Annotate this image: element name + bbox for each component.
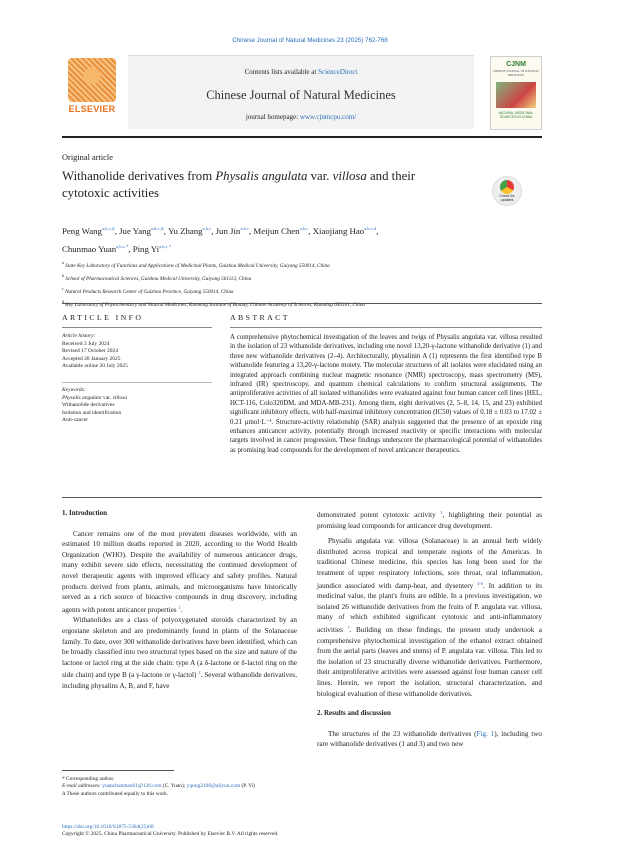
keywords: Keywords: Physalis angulata var. villosa Withanolide derivatives Isolation and identification Anti-cancer: [62, 387, 128, 424]
sciencedirect-link[interactable]: ScienceDirect: [318, 68, 358, 76]
paragraph: Physalis angulata var. villosa (Solanaceae) is an annual herb widely distributed across tropical and temperate regions of the Americas. In traditional Chinese medicine, this species has long been used for the treatment of upper respiratory infections, sore throat, oral inflammation, jaundice associated with damp-heat, and dysentery $^{4-6}$. In addition to its medicinal value, the plant's fruits are edible. In a previous investigation, we isolated 26 withanolide derivatives from the fruits of P. angulata var. villosa, many of which exhibited significant cytotoxic and anti-inflammatory activities $^7$. Building on these findings, the present study undertook a comprehensive phytochemical investigation of the ethanol extract obtained from the aerial parts (leaves and stems) of P. angulata var. villosa. This led to the isolation of 23 structurally diverse withanolide derivatives. Furthermore, their antiproliferative activities were assessed against four human cancer cell lines. Herein, we report the isolation, structural characterization, and biological evaluation of these withanolide derivatives.: [317, 537, 542, 698]
cover-image: [496, 82, 536, 108]
copyright: Copyright © 2025, China Pharmaceutical University. Published by Elsevier B.V. All rights reserved.: [62, 831, 279, 838]
journal-name: Chinese Journal of Natural Medicines: [206, 88, 396, 102]
running-head: [0, 37, 620, 44]
article-title: Withanolide derivatives from Physalis angulata var. villosa and their cytotoxic activities: [62, 169, 416, 200]
divider: [230, 327, 542, 328]
paragraph: Withanolides are a class of polyoxygenated steroids characterized by an ergostane skeleton and are predominantly found in plants of the Solanaceae family. To date, over 300 withanolide derivatives have been identified, which can be broadly classified into two structural types based on the size and nature of the lactone or lactol ring at the side chain: type A (a δ-lactone or δ-lactol ring on the side chain) and type B (a γ-lactone or γ-lactol) $^2$. Several withanolide derivatives, including physalins A, B, and F, have: [62, 616, 298, 690]
section-rule: [62, 303, 542, 304]
affiliation: $^b$ School of Pharmaceutical Sciences, Guizhou Medical University, Guiyang 561113, China: [62, 273, 252, 282]
citation-link[interactable]: 2: [198, 670, 201, 676]
paragraph: demonstrated potent cytotoxic activity $^3$, highlighting their potential as promising lead compounds for anticancer drug development.: [317, 510, 543, 530]
article-info-heading: ARTICLE INFO: [62, 313, 144, 322]
elsevier-tree-icon: [68, 58, 116, 102]
body-column-left: [62, 508, 297, 692]
page-footer: [62, 824, 362, 839]
citation-link[interactable]: 7: [347, 624, 350, 630]
citation-link[interactable]: 3: [440, 510, 443, 515]
author[interactable]: Chunmao Yuan$^{a,b,c,*}$: [62, 244, 129, 254]
check-updates-label: Check for updates: [499, 194, 515, 202]
author[interactable]: Jun Jin$^{a,b,c}$: [215, 226, 249, 236]
affiliation: $^d$ Key Laboratory of Phytochemistry and Natural Medicines, Kunming Institute of Botany, Chinese Academy of Sciences, Kunming 650201, China: [62, 299, 366, 308]
elsevier-wordmark: ELSEVIER: [68, 104, 116, 114]
affiliation: $^a$ State Key Laboratory of Functions and Applications of Medicinal Plants, Guizhou Medical University, Guiyang 550014, China: [62, 260, 330, 269]
cover-title: CJNM: [506, 61, 526, 68]
elsevier-logo: [62, 58, 122, 132]
paragraph: The structures of the 23 withanolide derivatives (Fig. 1), including two rare withanolide derivatives (1 and 3) and two new: [317, 729, 542, 749]
abstract-heading: ABSTRACT: [230, 313, 290, 322]
journal-cover: [490, 56, 542, 130]
header-rule: [62, 136, 542, 138]
citation-link[interactable]: 1: [178, 604, 181, 610]
footnotes: * Corresponding author. E-mail addresses: yuanchunmao01@126.com (C. Yuan); yiping2100@aliyun.com (P. Yi) Δ These authors contributed equally to this work.: [62, 776, 256, 797]
author[interactable]: Jue Yang$^{a,b,c,\Delta}$: [119, 226, 164, 236]
check-for-updates-button[interactable]: [492, 176, 522, 206]
doi-link[interactable]: https://doi.org/10.1016/S1875-5364(25)60: [62, 824, 154, 830]
figure-link[interactable]: Fig. 1: [476, 729, 495, 738]
author[interactable]: Xiaojiang Hao$^{a,b,c,d}$: [312, 226, 377, 236]
section-heading: 1. Introduction: [62, 509, 107, 517]
divider: [62, 327, 212, 328]
body-column-right: [317, 508, 542, 750]
article-type: Original article: [62, 153, 113, 162]
citation-link[interactable]: 4-6: [477, 580, 483, 586]
contents-line: Contents lists available at ScienceDirect: [244, 68, 358, 76]
email-link[interactable]: yiping2100@aliyun.com: [186, 783, 241, 790]
homepage-line: journal homepage: www.cjnmcpu.com/: [245, 113, 357, 121]
divider: [62, 382, 212, 383]
author[interactable]: Meijun Chen$^{a,b,c}$: [253, 226, 309, 236]
section-rule: [62, 497, 542, 498]
running-head-link[interactable]: Chinese Journal of Natural Medicines 23 (2025) 762-768: [232, 37, 388, 44]
section-heading: 2. Results and discussion: [317, 709, 391, 718]
homepage-link[interactable]: www.cjnmcpu.com/: [299, 113, 357, 121]
affiliation: $^c$ Natural Products Research Center of Guizhou Province, Guiyang 550014, China: [62, 286, 234, 295]
abstract-text: A comprehensive phytochemical investigation of the leaves and twigs of Physalis angulata var. villosa resulted in the isolation of 23 withanolide derivatives, including one novel 13,20-γ-lactone withanolide derivative (1) and three new withanolide derivatives (2–4). Architecturally, physalinin A (1) represents the first identified type B withanolide featuring a 13,20-γ-lactone moiety. The molecular structures of all isolates were elucidated using an integrated approach combining nuclear magnetic resonance (NMR) spectroscopy, mass spectrometry (MS), infrared (IR) spectroscopy, and quantum chemical calculations to confirm structural assignments. The antiproliferative activities of all isolated withanolides were evaluated against four human cancer cell lines (HEL, HCT-116, Colo320DM, and MDA-MB-231). Among them, eight derivatives (2, 5–8, 14, 15, and 23) exhibited significant inhibitory effects, with half-maximal inhibitory concentration (IC50) values of 0.18 ± 0.03 to 17.02 ± 0.21 μmol·L⁻¹. Structure-activity relationship (SAR) analysis suggested that the presence of an epoxide ring enhances anticancer activity, potentially through increased reactivity or specific interactions with molecular targets involved in cancer progression. These findings underscore the pharmacological potential of withanolides as promising lead compounds for the development of novel anticancer therapeutics.: [230, 334, 542, 454]
article-history: Article history: Received 3 July 2024 Revised 17 October 2024 Accepted 28 January 2025 Available online 20 July 2025: [62, 333, 128, 370]
email-link[interactable]: yuanchunmao01@126.com: [102, 783, 162, 790]
cover-subtitle: CHINESE JOURNAL OF NATURAL MEDICINES: [492, 69, 540, 77]
author[interactable]: Peng Wang$^{a,b,c,\Delta}$: [62, 226, 115, 236]
author[interactable]: Ping $Yi^{a,b,c,*}$: [132, 244, 172, 254]
check-updates-icon: [500, 180, 514, 194]
cover-caption: NATURAL MEDICINAL SOURCES IN CHINA: [498, 111, 534, 119]
paragraph: Cancer remains one of the most prevalent diseases worldwide, with an estimated 10 million deaths reported in 2020, according to the World Health Organization (WHO). Despite the availability of numerous anticancer drugs, many exhibit severe side effects, necessitating the continued development of novel therapeutic agents with improved efficacy and safety profiles. Natural products derived from plants, animals, and microorganisms have historically served as a rich source of bioactive compounds in drug discovery, including agents with potent anticancer properties $^1$.: [62, 529, 297, 614]
author[interactable]: Yu Zhang$^{a,b,c}$: [168, 226, 212, 236]
footnote-rule: [62, 770, 174, 771]
author-list: Peng Wang$^{a,b,c,\Delta}$, Jue Yang$^{a,b,c,\Delta}$, Yu Zhang$^{a,b,c}$, Jun Jin$^{a,b,c}$, Meijun Chen$^{a,b,c}$, Xiaojiang Hao$^{a,b,c,d}$, Chunmao Yuan$^{a,b,c,*}$, Ping $Yi^{a,b,c,*}$: [62, 226, 379, 254]
